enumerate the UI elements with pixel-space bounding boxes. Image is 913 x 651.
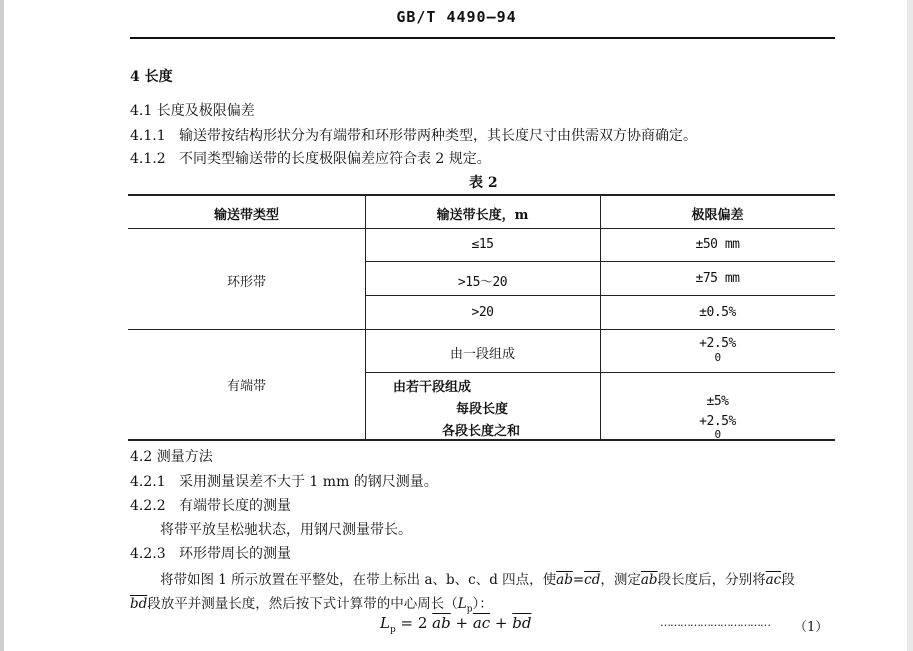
clause-title: 环形带周长的测量	[178, 546, 291, 562]
tolerance-cell: ±75 mm	[695, 271, 740, 286]
table-top-border	[128, 194, 835, 196]
formula-text: +	[450, 614, 473, 632]
formula-text: +	[490, 614, 513, 632]
segment-ab: $\overline{ab}$	[640, 572, 658, 588]
header-rule	[130, 37, 835, 39]
section-4-1-title: 4.1 长度及极限偏差	[130, 103, 255, 119]
sum-tolerance-lower: 0	[714, 428, 721, 441]
each-segment-tolerance: ±5%	[706, 394, 729, 409]
formula-text: = 2	[395, 614, 433, 632]
length-cell: >15～20	[457, 275, 508, 290]
text-run: ）：	[472, 596, 493, 612]
table-caption: 表 2	[469, 175, 498, 191]
formula-leader-dots: ……………………………	[660, 616, 770, 629]
text-run: =	[572, 572, 585, 588]
tolerance-upper: +2.5%	[699, 336, 736, 351]
segment-ab: $\overline{ab}$	[432, 614, 451, 632]
tolerance-cell: ±0.5%	[699, 305, 736, 320]
clause-number: 4.2.3	[130, 546, 166, 562]
text-run: 段	[781, 572, 795, 588]
length-cell: >20	[471, 305, 494, 320]
segment-ac: $\overline{ac}$	[472, 614, 491, 632]
clause-title: 有端带长度的测量	[178, 498, 291, 514]
section-4-1-1	[130, 125, 697, 145]
multi-segment-label: 由若干段组成	[393, 380, 472, 395]
clause-number: 4.2.1	[130, 474, 166, 490]
section-4-2-title: 4.2 测量方法	[130, 449, 213, 465]
sum-tolerance-upper: +2.5%	[699, 414, 736, 429]
paragraph-line-2	[130, 592, 493, 615]
clause-number: 4.2.2	[130, 498, 166, 514]
formula-number: （1）	[794, 620, 829, 635]
group-divider	[128, 329, 835, 330]
section-4-2-3	[130, 543, 291, 563]
section-4-title: 4 长度	[130, 69, 173, 85]
standard-code-header: GB/T 4490—94	[396, 8, 517, 26]
left-scan-edge	[0, 0, 4, 651]
segment-ac: $\overline{ac}$	[765, 572, 782, 588]
symbol-L: L	[380, 614, 390, 632]
section-4-2-1	[130, 471, 438, 491]
segment-bd: $\overline{bd}$	[130, 596, 148, 612]
symbol-L: L	[457, 596, 467, 612]
table-2	[128, 194, 835, 440]
text-run: 段放平并测量长度，然后按下式计算带的中心周长（	[147, 596, 458, 612]
text-run: 将带如图 1 所示放置在平整处，在带上标出 a、b、c、d 四点，使	[160, 572, 557, 588]
text-run: ，测定	[600, 572, 641, 588]
segment-cd: $\overline{cd}$	[584, 572, 601, 588]
type-ring-belt: 环形带	[226, 275, 266, 290]
header-tolerance: 极限偏差	[691, 208, 744, 223]
length-cell: 由一段组成	[449, 347, 515, 362]
length-cell: ≤15	[471, 237, 494, 252]
header-divider	[128, 228, 835, 229]
formula-1	[380, 614, 531, 635]
type-ended-belt: 有端带	[226, 379, 266, 394]
paragraph-line-1	[160, 568, 795, 588]
clause-text: 不同类型输送带的长度极限偏差应符合表 2 规定。	[178, 151, 491, 167]
clause-number: 4.1.2	[130, 151, 166, 167]
segments-sum-label: 各段长度之和	[442, 424, 521, 439]
subscript-p: p	[466, 604, 473, 615]
clause-number: 4.1.1	[130, 128, 166, 144]
section-4-2-2	[130, 495, 291, 515]
clause-text: 采用测量误差不大于 1 mm 的钢尺测量。	[178, 474, 438, 490]
subscript-p: p	[389, 625, 396, 635]
header-type: 输送带类型	[213, 208, 279, 223]
text-run: 段长度后，分别将	[657, 572, 766, 588]
clause-text: 输送带按结构形状分为有端带和环形带两种类型，其长度尺寸由供需双方协商确定。	[178, 128, 697, 144]
each-segment-label: 每段长度	[456, 402, 509, 417]
tolerance-cell: ±50 mm	[695, 237, 740, 252]
segment-bd: $\overline{bd}$	[512, 614, 532, 632]
section-4-2-2-text: 将带平放呈松驰状态，用钢尺测量带长。	[160, 522, 412, 538]
right-scan-edge	[907, 0, 913, 651]
tolerance-lower: 0	[714, 351, 721, 364]
section-4-1-2	[130, 148, 491, 168]
segment-ab: $\overline{ab}$	[556, 572, 573, 588]
header-length: 输送带长度，m	[436, 208, 529, 223]
